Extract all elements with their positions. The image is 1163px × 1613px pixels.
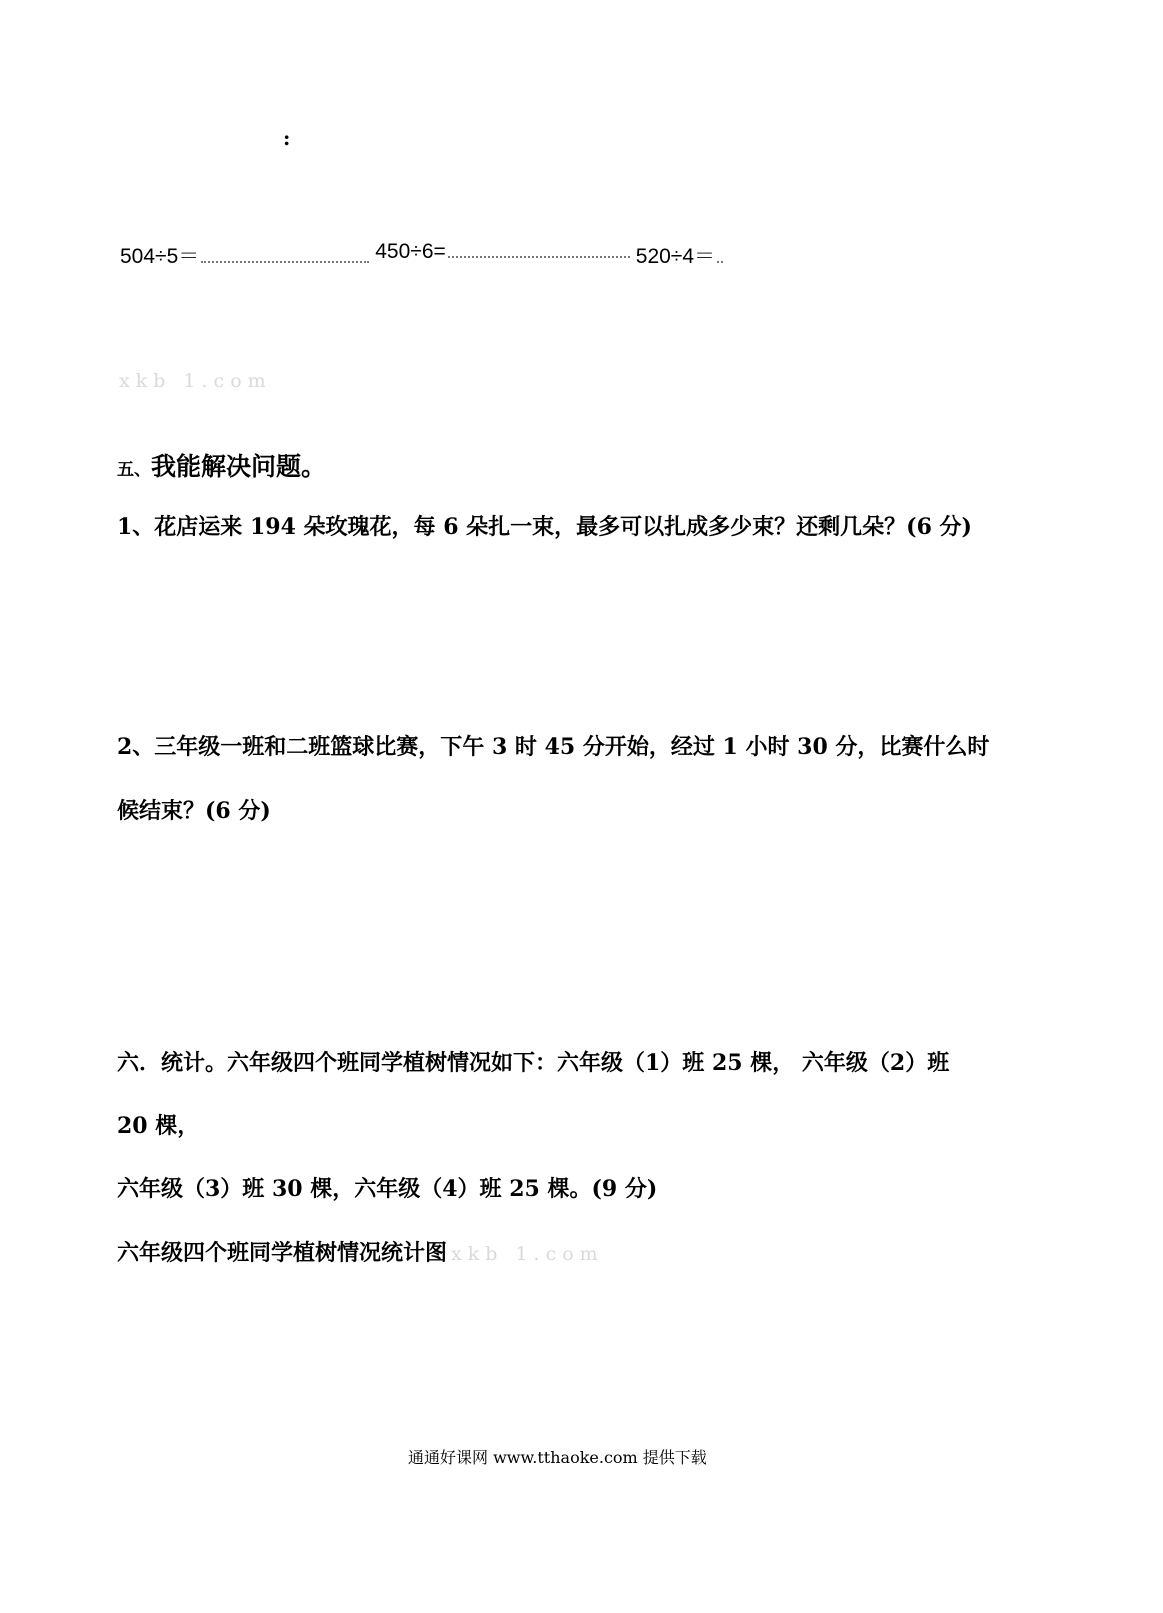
question-2-line-1: 2、三年级一班和二班篮球比赛，下午 3 时 45 分开始，经过 1 小时 30 分，比赛什么时 bbox=[117, 734, 990, 760]
section-number: 五、 bbox=[117, 460, 151, 480]
question-2-line-2: 候结束？(6 分) bbox=[117, 798, 271, 824]
section-6-line-3: 六年级（3）班 30 棵，六年级（4）班 25 棵。(9 分) bbox=[117, 1176, 658, 1202]
answer-blank bbox=[448, 242, 630, 258]
page-footer: 通通好课网 www.tthaoke.com 提供下载 bbox=[408, 1448, 707, 1467]
chart-title-row bbox=[117, 1236, 604, 1267]
division-item bbox=[636, 240, 729, 270]
division-item bbox=[120, 240, 375, 270]
answer-blank bbox=[201, 247, 369, 263]
division-exercises bbox=[120, 240, 729, 270]
division-expression: 450÷6= bbox=[375, 240, 446, 263]
division-expression: 520÷4＝ bbox=[635, 245, 716, 268]
section-6-line-2: 20 棵， bbox=[117, 1113, 200, 1139]
chart-title: 六年级四个班同学植树情况统计图 bbox=[117, 1240, 448, 1266]
section-6-line-1: 六．统计。六年级四个班同学植树情况如下：六年级（1）班 25 棵， 六年级（2）班 bbox=[117, 1050, 950, 1076]
stray-colon-mark: : bbox=[283, 126, 291, 150]
answer-blank bbox=[717, 247, 723, 263]
question-1: 1、花店运来 194 朵玫瑰花，每 6 朵扎一束，最多可以扎成多少束？还剩几朵？(6 分) bbox=[117, 514, 972, 540]
watermark: xkb 1.com bbox=[451, 1243, 604, 1265]
watermark: xkb 1.com bbox=[119, 370, 272, 392]
section-5-heading bbox=[117, 447, 326, 483]
division-expression: 504÷5＝ bbox=[120, 245, 200, 268]
division-item bbox=[375, 240, 636, 270]
section-title: 我能解决问题。 bbox=[151, 452, 327, 481]
